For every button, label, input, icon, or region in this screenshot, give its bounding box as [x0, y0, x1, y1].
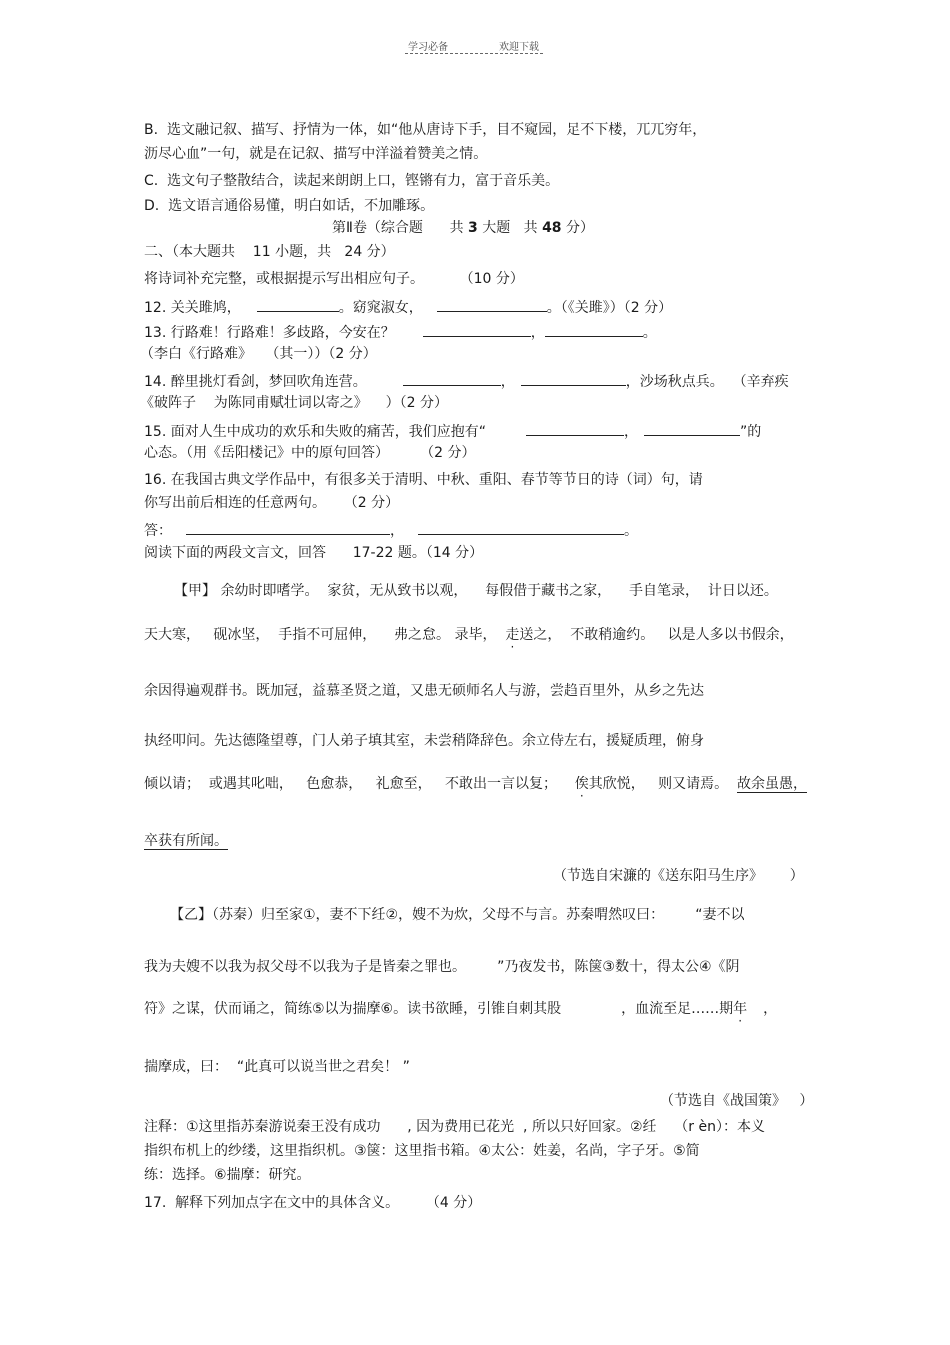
answer-blank[interactable]: [403, 371, 501, 386]
notes-line2: 指织布机上的纱缕，这里指织机。③箧：这里指书箱。④太公：姓姜，名尚，字子牙。⑤简: [144, 1143, 700, 1159]
dotted-char: 年: [733, 1001, 748, 1017]
passage-yi-source: （节选自《战国策》 ）: [660, 1093, 814, 1109]
section2-title: 第Ⅱ卷（综合题 共 3 大题 共 48 分）: [332, 220, 594, 236]
option-d: D. 选文语言通俗易懂，明白如话，不加雕琢。: [144, 198, 435, 214]
question-15-note: 心态。（用《岳阳楼记》中的原句回答） （2 分）: [144, 445, 476, 461]
answer-blank[interactable]: [418, 520, 624, 535]
dotted-char: 走: [505, 627, 520, 643]
option-b-line2: 沥尽心血”一句，就是在记叙、描写中洋溢着赞美之情。: [144, 146, 488, 162]
notes-line1: 注释：①这里指苏秦游说秦王没有成功 , 因为费用已花光 , 所以只好回家。②纴 （r èn）：本义: [144, 1119, 765, 1135]
question-15: 15. 面对人生中成功的欢乐和失败的痛苦，我们应抱有“ ， ”的: [144, 421, 761, 441]
passage-yi-line1: 【乙】（苏秦）归至家①，妻不下纴②，嫂不为炊，父母不与言。苏秦喟然叹曰： “妻不以: [170, 907, 745, 923]
passage-jia-line3: 余因得遍观群书。既加冠，益慕圣贤之道，又患无硕师名人与游，尝趋百里外，从乡之先达: [144, 683, 704, 699]
header-left: 学习必备: [408, 42, 448, 53]
underlined-sentence: 卒获有所闻。: [144, 833, 228, 849]
option-b-line1: B. 选文融记叙、描写、抒情为一体，如“他从唐诗下手，目不窥园，足不下楼，兀兀穷年，: [144, 122, 707, 138]
question-14-source: 《破阵子 为陈同甫赋壮词以寄之》 ）（2 分）: [140, 395, 448, 411]
reading-instruction: 阅读下面的两段文言文，回答 17-22 题。（14 分）: [144, 545, 484, 561]
passage-jia-source: （节选自宋濂的《送东阳马生序》 ）: [553, 868, 804, 884]
question-16-line1: 16. 在我国古典文学作品中，有很多关于清明、中秋、重阳、春节等节日的诗（词）句，请: [144, 472, 703, 488]
passage-jia-line6: [144, 832, 228, 850]
answer-blank[interactable]: [423, 322, 531, 337]
answer-blank[interactable]: [257, 297, 339, 312]
header-right: 欢迎下载: [499, 42, 539, 53]
answer-blank[interactable]: [545, 322, 643, 337]
underlined-sentence: 故余虽愚，: [737, 776, 808, 792]
question-17: 17. 解释下列加点字在文中的具体含义。 （4 分）: [144, 1195, 482, 1211]
passage-yi-line4: 揣摩成，曰： “此真可以说当世之君矣！ ”: [144, 1059, 410, 1075]
question-14: 14. 醉里挑灯看剑，梦回吹角连营。 ， ，沙场秋点兵。 （辛弃疾: [144, 371, 789, 391]
answer-blank[interactable]: [644, 421, 740, 436]
passage-yi-line2: 我为夫嫂不以我为叔父母不以我为子是皆秦之罪也。 ”乃夜发书，陈箧③数十，得太公④《阴: [144, 959, 740, 975]
answer-blank[interactable]: [526, 421, 624, 436]
answer-blank[interactable]: [186, 520, 390, 535]
passage-jia-line2: 天大寒， 砚冰坚， 手指不可屈伸， 弗之怠。 录毕， 走送之， 不敢稍逾约。 以是人多以书假余，: [144, 627, 794, 643]
passage-yi-line3: 符》之谋，伏而诵之，简练⑤以为揣摩⑥。读书欲睡，引锥自刺其股 ，血流至足……期年 ，: [144, 1001, 778, 1017]
page-header: [405, 38, 543, 54]
dotted-char: 俟: [574, 776, 589, 792]
part-heading: 二、（本大题共 11 小题，共 24 分）: [144, 244, 395, 260]
passage-jia-line4: 执经叩问。先达德隆望尊，门人弟子填其室，未尝稍降辞色。余立侍左右，援疑质理，俯身: [144, 733, 704, 749]
question-13-source: （李白《行路难》 （其一））（2 分）: [140, 346, 377, 362]
question-16-line2: 你写出前后相连的任意两句。 （2 分）: [144, 495, 400, 511]
instruction: 将诗词补充完整，或根据提示写出相应句子。 （10 分）: [144, 271, 524, 287]
answer-blank[interactable]: [437, 297, 547, 312]
passage-jia-line1: 【甲】 余幼时即嗜学。 家贫，无从致书以观， 每假借于藏书之家， 手自笔录， 计日以还。: [174, 583, 778, 599]
question-12: 12. 关关雎鸠， 。窈窕淑女， 。（《关雎》）（2 分）: [144, 297, 672, 317]
option-c: C. 选文句子整散结合，读起来朗朗上口，铿锵有力，富于音乐美。: [144, 173, 560, 189]
answer-blank[interactable]: [521, 371, 626, 386]
question-16-answer: 答： ， 。: [144, 520, 638, 540]
question-13: 13. 行路难！行路难！多歧路，今安在？ ， 。: [144, 322, 657, 342]
notes-line3: 练：选择。⑥揣摩：研究。: [144, 1167, 311, 1183]
passage-jia-line5: 倾以请； 或遇其叱咄， 色愈恭， 礼愈至， 不敢出一言以复； 俟其欣悦， 则又请焉。 故余虽愚，: [144, 776, 808, 792]
